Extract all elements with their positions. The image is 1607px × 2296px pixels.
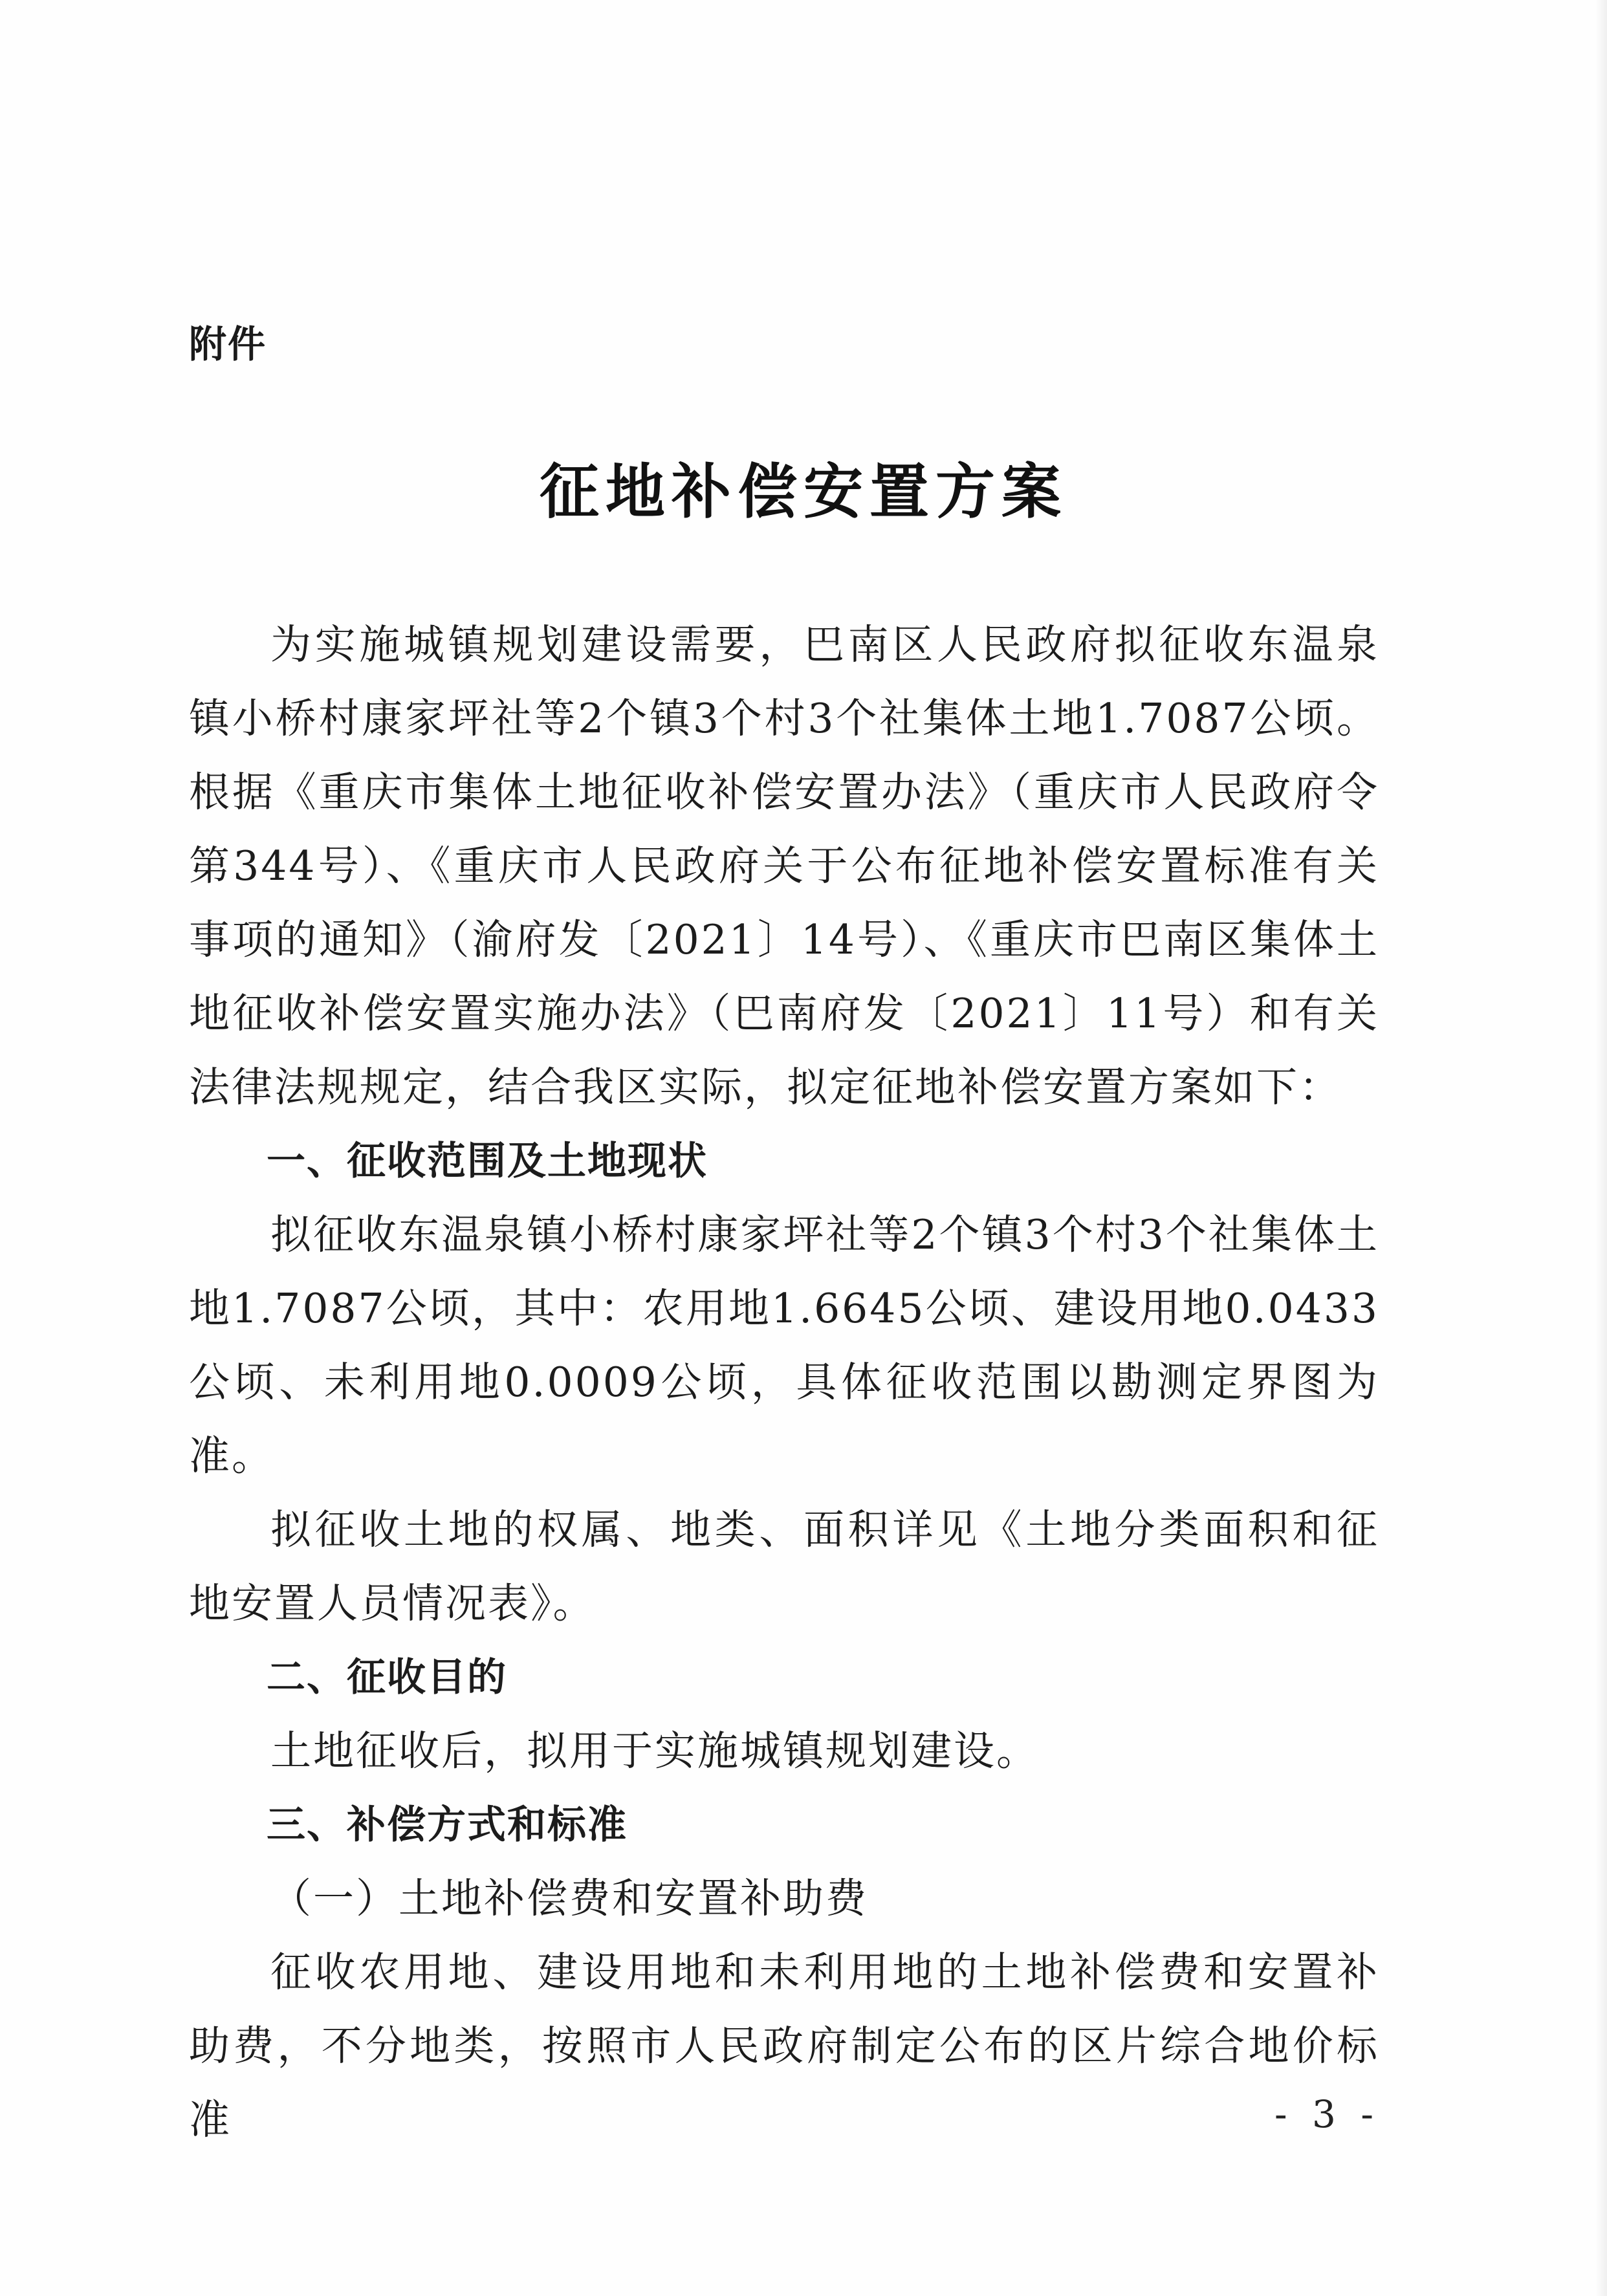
document-title: 征地补偿安置方案 [539, 457, 1067, 527]
section1-heading: 一、征收范围及土地现状 [267, 1139, 708, 1184]
section3-heading: 三、补偿方式和标准 [267, 1802, 628, 1848]
section3-subsection1-paragraph-1: 征收农用地、建设用地和未利用地的土地补偿费和安置补助费，不分地类，按照市人民政府制定公布的区片综合地价标准 [189, 1949, 1379, 2143]
section1-paragraph-1: 拟征收东温泉镇小桥村康家坪社等2个镇3个村3个社集体土地1.7087公顷，其中：农用地1.6645公顷、建设用地0.0433公顷、未利用地0.0009公顷，具体征收范围以勘测定界图为准。 [189, 1211, 1379, 1480]
section2-paragraph-1: 土地征收后，拟用于实施城镇规划建设。 [270, 1727, 1039, 1775]
page-edge-shadow [1595, 0, 1607, 2296]
document-body [189, 608, 1379, 2157]
intro-paragraph: 为实施城镇规划建设需要，巴南区人民政府拟征收东温泉镇小桥村康家坪社等2个镇3个村3个社集体土地1.7087公顷。根据《重庆市集体土地征收补偿安置办法》（重庆市人民政府令第344号）、《重庆市人民政府关于公布征地补偿安置标准有关事项的通知》（渝府发〔2021〕14号）、《重庆市巴南区集体土地征收补偿安置实施办法》（巴南府发〔2021〕11号）和有关法律法规规定，结合我区实际，拟定征地补偿安置方案如下： [189, 621, 1379, 1111]
section2-heading: 二、征收目的 [267, 1655, 507, 1700]
attachment-label: 附件 [189, 322, 267, 366]
section3-subheading-1: （一）土地补偿费和安置补助费 [270, 1875, 868, 1922]
section1-paragraph-2: 拟征收土地的权属、地类、面积详见《土地分类面积和征地安置人员情况表》。 [189, 1506, 1379, 1627]
page-number: - 3 - [1274, 2092, 1380, 2136]
